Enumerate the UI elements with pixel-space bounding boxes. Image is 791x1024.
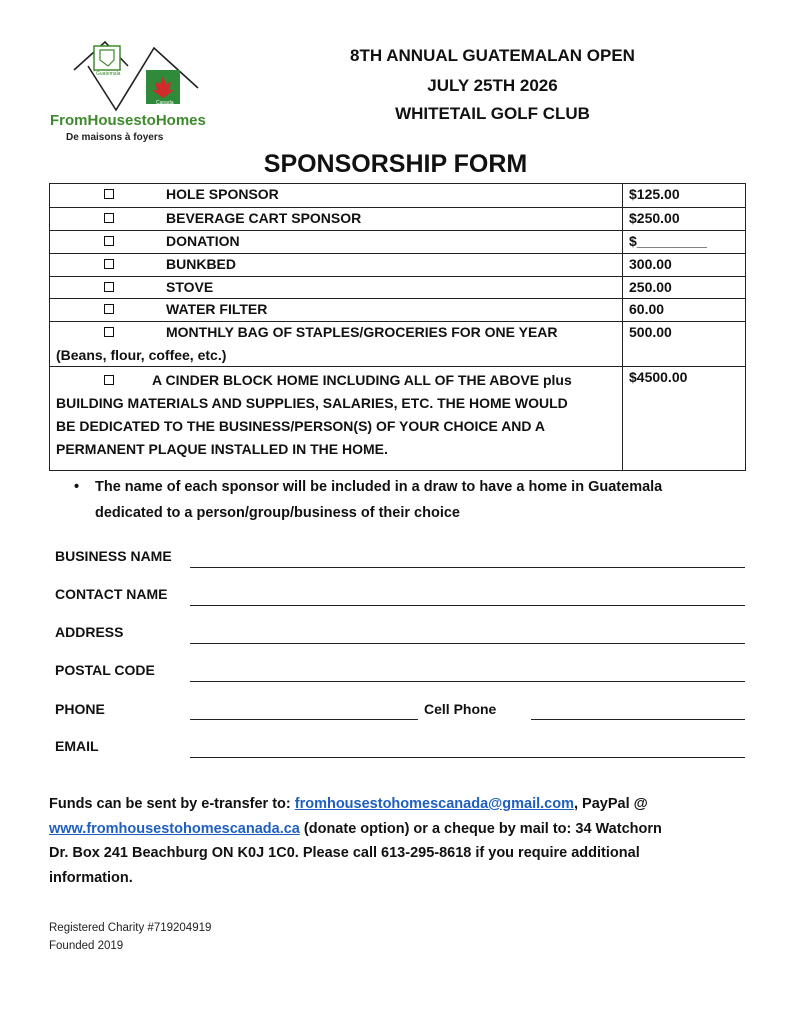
contact-name-field[interactable]: [190, 605, 745, 606]
item-label: BUNKBED: [166, 256, 236, 272]
payment-text: Funds can be sent by e-transfer to:: [49, 796, 295, 812]
address-label: ADDRESS: [55, 624, 124, 640]
draw-note: [74, 474, 734, 526]
table-row: [50, 366, 745, 470]
beverage-cart-checkbox[interactable]: [104, 213, 114, 223]
item-label: WATER FILTER: [166, 301, 268, 317]
item-price: 250.00: [629, 279, 672, 295]
event-venue: WHITETAIL GOLF CLUB: [395, 104, 590, 123]
event-date: JULY 25TH 2026: [427, 76, 558, 95]
payment-text: information.: [49, 869, 133, 886]
donation-checkbox[interactable]: [104, 236, 114, 246]
sponsorship-table: [49, 183, 746, 471]
cinder-line-2: BUILDING MATERIALS AND SUPPLIES, SALARIES, ETC. THE HOME WOULD: [56, 395, 568, 411]
event-title: 8TH ANNUAL GUATEMALAN OPEN: [350, 46, 635, 65]
bullet-icon: •: [74, 479, 80, 495]
draw-note-line-1: The name of each sponsor will be included in a draw to have a home in Guatemala: [95, 479, 663, 495]
logo-flag-label-canada: Canada: [156, 100, 174, 106]
payment-text: Dr. Box 241 Beachburg ON K0J 1C0. Please call 613-295-8618 if you require additional: [49, 845, 640, 861]
item-price: $250.00: [629, 210, 680, 226]
stove-checkbox[interactable]: [104, 282, 114, 292]
contact-name-label: CONTACT NAME: [55, 586, 168, 602]
business-name-label: BUSINESS NAME: [55, 548, 172, 564]
cinder-home-checkbox[interactable]: [104, 375, 114, 385]
item-label: MONTHLY BAG OF STAPLES/GROCERIES FOR ONE YEAR: [166, 324, 558, 340]
phone-field[interactable]: [190, 719, 418, 720]
etransfer-email-link[interactable]: fromhousestohomescanada@gmail.com: [294, 796, 574, 812]
item-price: 60.00: [629, 301, 665, 317]
hole-sponsor-checkbox[interactable]: [104, 189, 114, 199]
website-link[interactable]: www.fromhousestohomescanada.ca: [49, 820, 300, 837]
page-title: SPONSORSHIP FORM: [263, 150, 528, 178]
charity-number: Registered Charity #719204919: [49, 922, 212, 934]
logo-flag-label-guatemala: Guatemala: [96, 71, 121, 77]
item-label: DONATION: [166, 233, 240, 249]
water-filter-checkbox[interactable]: [104, 304, 114, 314]
postal-code-field[interactable]: [190, 681, 745, 682]
founded-year: Founded 2019: [49, 940, 124, 952]
postal-code-label: POSTAL CODE: [55, 662, 155, 678]
payment-text: (donate option) or a cheque by mail to: 34 Watchorn: [299, 820, 662, 837]
logo-name: FromHousestoHomes: [50, 112, 206, 129]
house-logo-icon: [70, 40, 210, 112]
cinder-line-3: BE DEDICATED TO THE BUSINESS/PERSON(S) OF YOUR CHOICE AND A: [56, 418, 546, 434]
cell-phone-label: Cell Phone: [424, 701, 497, 717]
donation-amount-field[interactable]: $_________: [629, 233, 707, 249]
item-price: $4500.00: [629, 369, 688, 385]
item-price: 500.00: [629, 324, 672, 340]
email-label: EMAIL: [55, 738, 99, 754]
address-field[interactable]: [190, 643, 745, 644]
cinder-line-4: PERMANENT PLAQUE INSTALLED IN THE HOME.: [56, 441, 388, 457]
payment-text: , PayPal @: [573, 796, 648, 812]
item-price: $125.00: [629, 186, 680, 202]
item-label: BEVERAGE CART SPONSOR: [166, 210, 362, 226]
item-price: 300.00: [629, 256, 672, 272]
table-row: [50, 253, 745, 276]
cinder-line-1: A CINDER BLOCK HOME INCLUDING ALL OF THE ABOVE plus: [152, 372, 572, 388]
payment-instructions: [49, 792, 749, 890]
bunkbed-checkbox[interactable]: [104, 259, 114, 269]
item-label: HOLE SPONSOR: [166, 186, 279, 202]
groceries-checkbox[interactable]: [104, 327, 114, 337]
table-row: [50, 276, 745, 298]
table-row: [50, 207, 745, 230]
item-note: (Beans, flour, coffee, etc.): [56, 347, 227, 363]
cell-phone-field[interactable]: [531, 719, 745, 720]
organization-logo: [50, 40, 240, 150]
logo-subtitle: De maisons à foyers: [66, 132, 164, 143]
table-row: [50, 298, 745, 321]
table-row: [50, 321, 745, 366]
email-field[interactable]: [190, 757, 745, 758]
business-name-field[interactable]: [190, 567, 745, 568]
table-row: [50, 184, 745, 207]
phone-label: PHONE: [55, 701, 105, 717]
item-label: STOVE: [166, 279, 214, 295]
draw-note-line-2: dedicated to a person/group/business of their choice: [95, 505, 460, 521]
table-row: [50, 230, 745, 253]
